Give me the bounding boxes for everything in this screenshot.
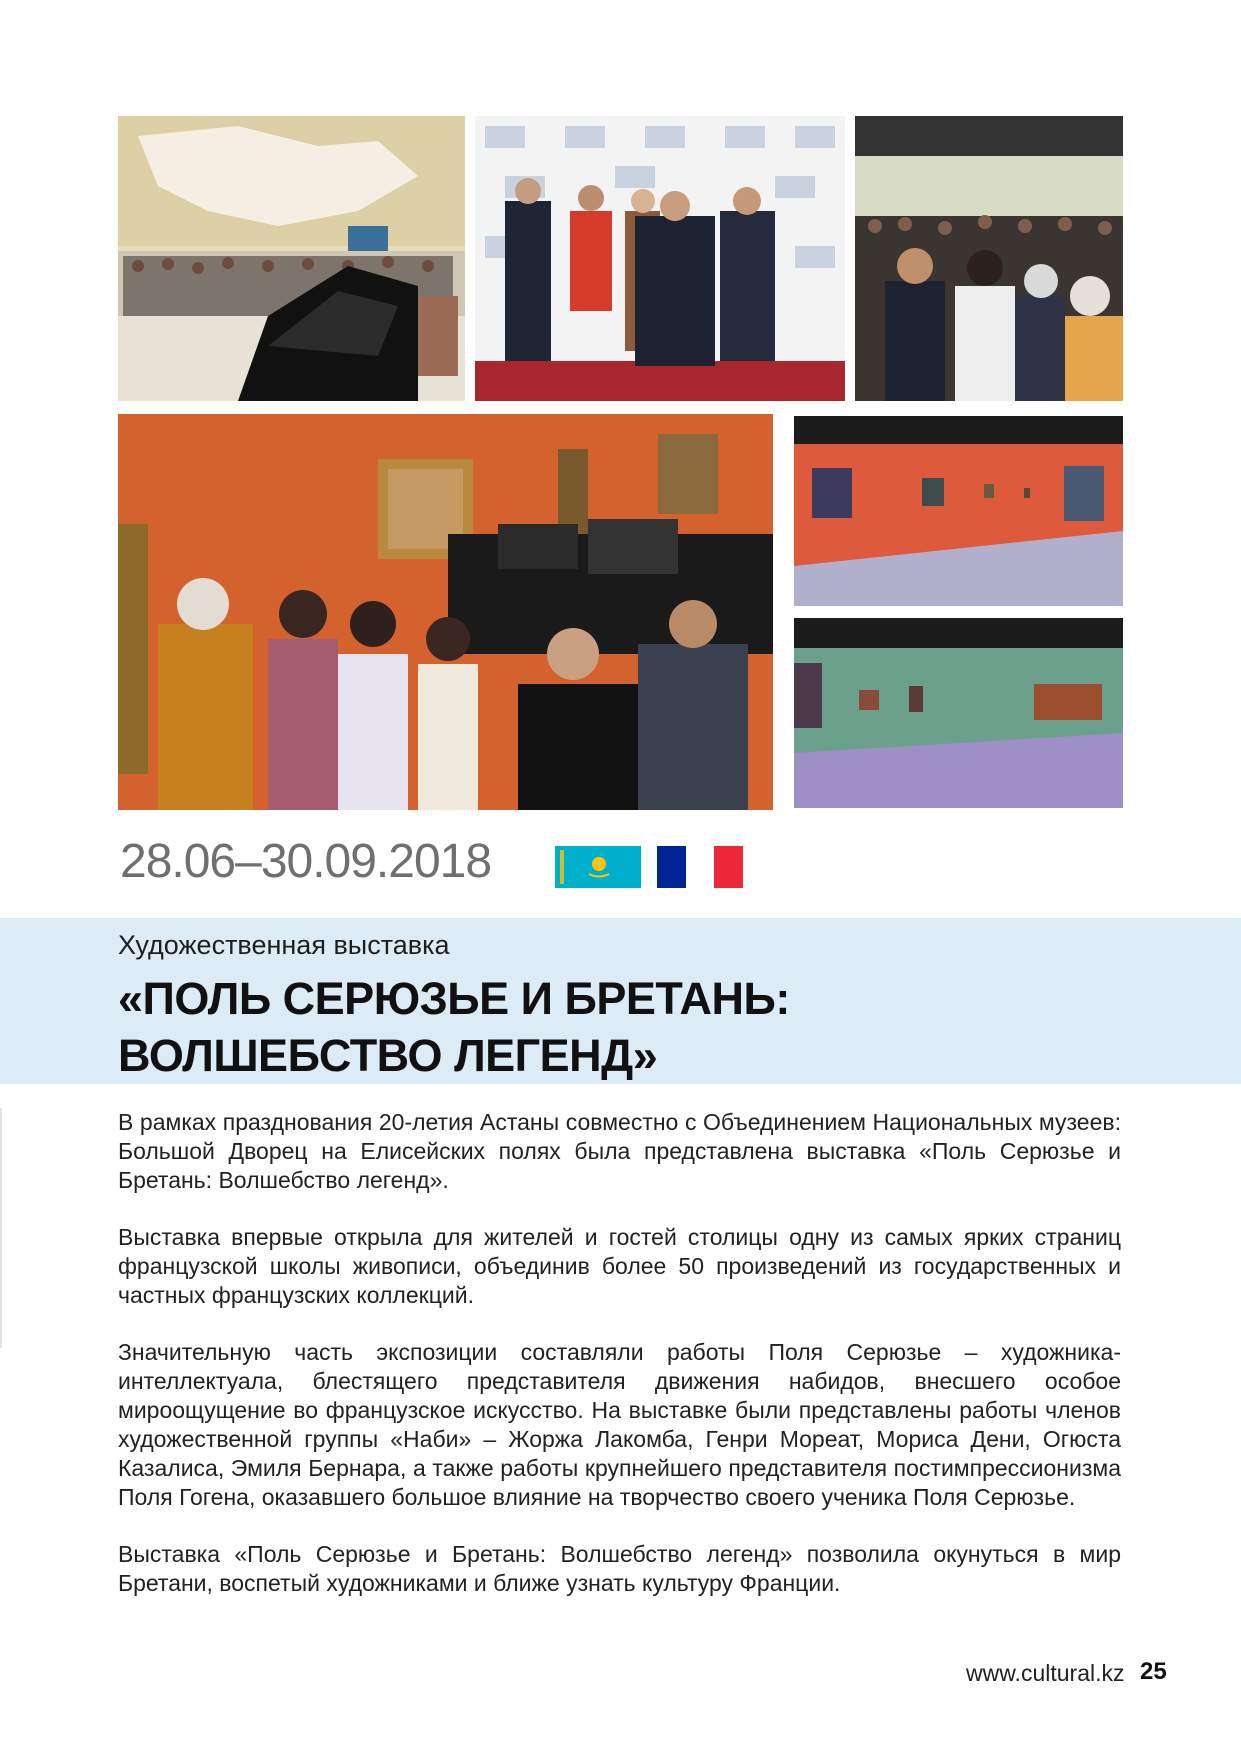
paragraph: В рамках празднования 20-летия Астаны совместно с Объединением Национальных музеев: Большой Дворец на Елисейских полях была представлена выставка «Поль Серюзье и Бретань: Волшебство легенд». [118,1109,1121,1193]
photo-visitors-gallery [855,116,1123,401]
title-line-1: «ПОЛЬ СЕРЮЗЬЕ И БРЕТАНЬ: [118,973,790,1024]
photo-hall-piano [118,116,465,401]
photo-green-gallery [794,618,1123,808]
footer-url: www.cultural.kz [966,1660,1125,1686]
kazakhstan-flag-icon [555,846,641,888]
photo-orange-gallery [794,416,1123,606]
paragraph: Выставка впервые открыла для жителей и гостей столицы одну из самых ярких страниц французской школы живописи, объединив более 50 произведений из государственных и частных французских коллекций. [118,1224,1121,1308]
page-number: 25 [1140,1658,1167,1685]
paragraph: Выставка «Поль Серюзье и Бретань: Волшебство легенд» позволила окунуться в мир Бретани, воспетый художниками и ближе узнать культуру Франции. [118,1541,1121,1596]
exhibition-dates: 28.06–30.09.2018 [120,835,492,888]
title-line-2: ВОЛШЕБСТВО ЛЕГЕНД» [118,1030,658,1081]
article-body [118,1108,1121,1626]
margin-rule [0,1108,2,1348]
exhibition-title [118,970,1158,1084]
france-flag-icon [657,846,743,888]
photo-opening-speech [475,116,845,401]
exhibition-category: Художественная выставка [118,930,450,960]
paragraph: Значительную часть экспозиции составляли работы Поля Серюзье – художника-интеллектуала, блестящего представителя движения набидов, внесшего особое мироощущение во французское искусство. На выставке были представлены работы членов художественной группы «Наби» – Жоржа Лакомба, Генри Мореат, Мориса Дени, Огюста Казалиса, Эмиля Бернара, а также работы крупнейшего представителя постимпрессионизма Поля Гогена, оказавшего большое влияние на творчество своего ученика Поля Серюзье. [118,1339,1121,1510]
photo-press-coverage [118,414,773,810]
